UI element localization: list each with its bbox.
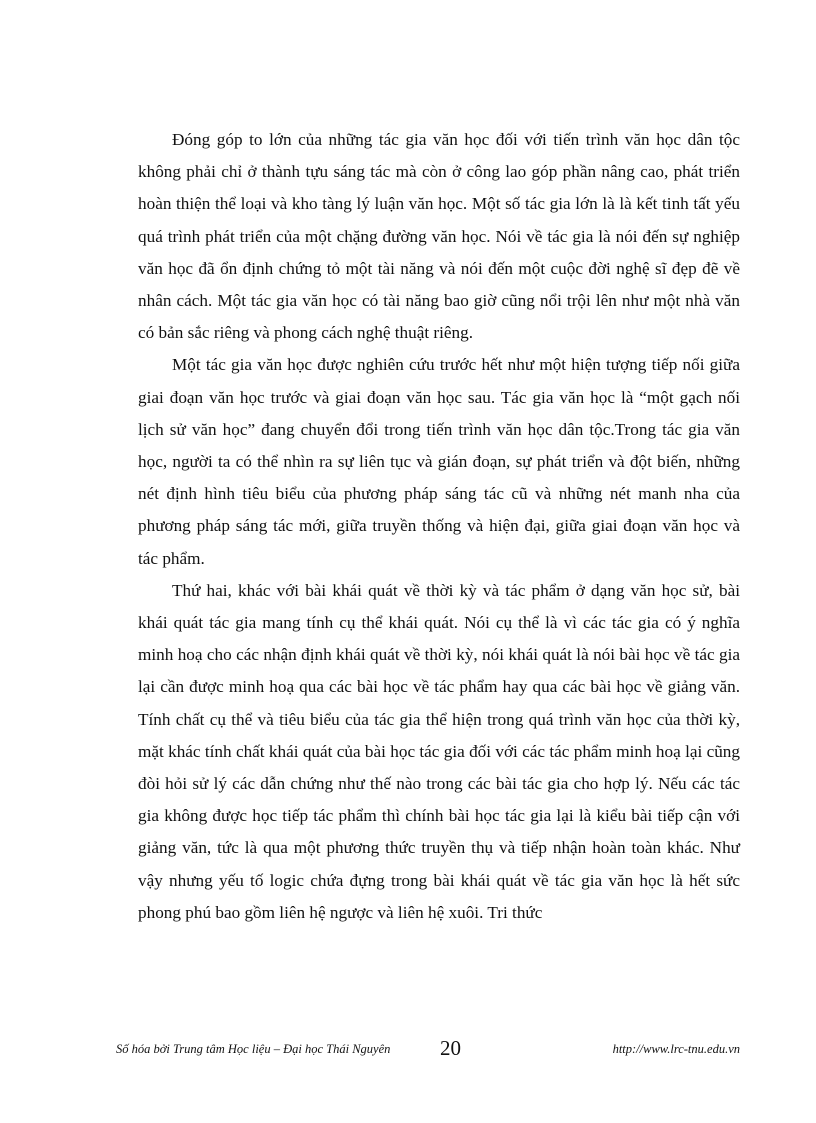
footer-url: http://www.lrc-tnu.edu.vn — [612, 1042, 740, 1056]
paragraph: Đóng góp to lớn của những tác gia văn học đối với tiến trình văn học dân tộc không phải chỉ ở thành tựu sáng tác mà còn ở công lao góp phần nâng cao, phát triển hoàn thiện thể loại và kho tàng lý luận văn học. Một số tác gia lớn là là kết tinh tất yếu quá trình phát triển của một chặng đường văn học. Nói về tác gia là nói đến sự nghiệp văn học đã ổn định chứng tỏ một tài năng và nói đến một cuộc đời nghệ sĩ đẹp đẽ về nhân cách. Một tác gia văn học có tài năng bao giờ cũng nổi trội lên như một nhà văn có bản sắc riêng và phong cách nghệ thuật riêng. — [138, 130, 740, 343]
paragraph: Một tác gia văn học được nghiên cứu trước hết như một hiện tượng tiếp nối giữa giai đoạn văn học trước và giai đoạn văn học sau. Tác gia văn học là “một gạch nối lịch sử văn học” đang chuyển đổi trong tiến trình văn học dân tộc.Trong tác gia văn học, người ta có thể nhìn ra sự liên tục và gián đoạn, sự phát triển và đột biến, những nét định hình tiêu biểu của phương pháp sáng tác cũ và những nét manh nha của phương pháp sáng tác mới, giữa truyền thống và hiện đại, giữa giai đoạn văn học và tác phẩm. — [138, 355, 740, 568]
paragraph: Thứ hai, khác với bài khái quát về thời kỳ và tác phẩm ở dạng văn học sử, bài khái quát tác gia mang tính cụ thể khái quát. Nói cụ thể là vì các tác gia có ý nghĩa minh hoạ cho các nhận định khái quát về thời kỳ, nói khái quát là nói bài học về tác gia lại cần được minh hoạ qua các bài học về tác phẩm hay qua các bài học về giảng văn. Tính chất cụ thể và tiêu biểu của tác gia thể hiện trong quá trình văn học của thời kỳ, mặt khác tính chất khái quát của bài học tác gia đối với các tác phẩm minh hoạ lại cũng đòi hỏi sử lý các dẫn chứng như thế nào trong các bài tác gia cho hợp lý. Nếu các tác gia không được học tiếp tác phẩm thì chính bài học tác gia lại là kiểu bài tiếp cận với giảng văn, tức là qua một phương thức truyền thụ và tiếp nhận hoàn toàn khác. Như vậy nhưng yếu tố logic chứa đựng trong bài khái quát về tác gia văn học là hết sức phong phú bao gồm liên hệ ngược và liên hệ xuôi. Tri thức — [138, 580, 740, 922]
page-number: 20 — [440, 1036, 461, 1060]
page-footer — [116, 1036, 740, 1066]
page-body — [138, 124, 740, 929]
footer-digitized-by: Số hóa bởi Trung tâm Học liệu – Đại học Thái Nguyên — [116, 1042, 391, 1056]
